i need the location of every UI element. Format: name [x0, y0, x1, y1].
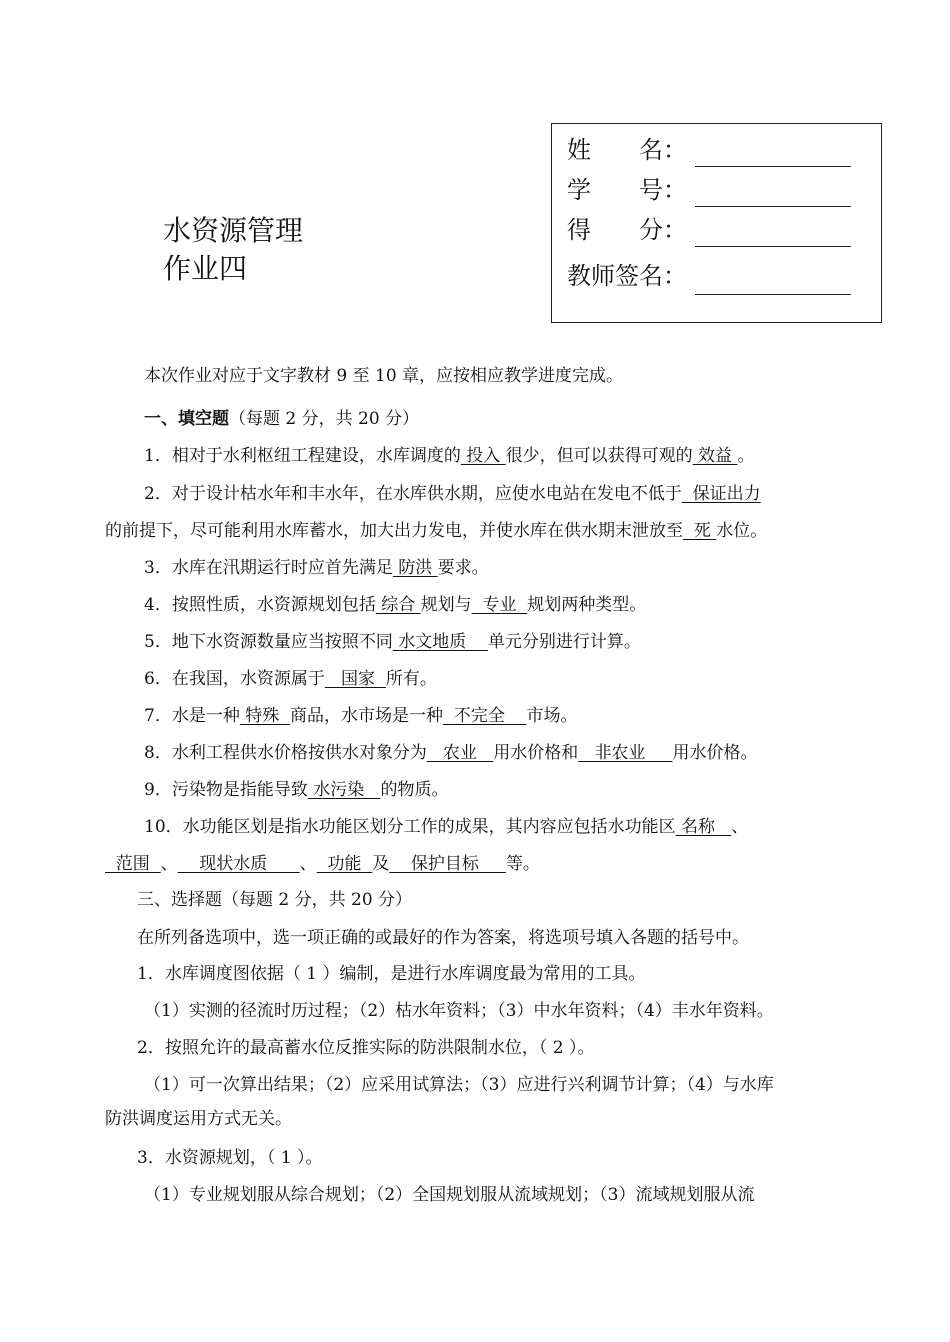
score-label: 得 分：	[567, 216, 687, 244]
q4-blank-1: 综合	[375, 595, 421, 615]
q1-blank-1: 投入	[460, 446, 506, 466]
q1-blank-2: 效益	[692, 446, 738, 466]
q5-text-c: 单元分别进行计算。	[487, 632, 641, 652]
q10-text-c: 、	[731, 817, 749, 837]
fill-question-5	[144, 629, 950, 655]
q7-blank-1: 特殊	[239, 706, 291, 726]
q2-blank-2: 死	[683, 521, 717, 541]
id-label: 学 号：	[567, 176, 687, 204]
q2-text-c: 的前提下，尽可能利用水库蓄水，加大出力发电，并使水库在供水期末泄放至	[105, 521, 683, 541]
fill-question-3	[144, 555, 950, 581]
q1-text-c: 很少，但可以获得可观的	[505, 446, 693, 466]
fill-question-9	[144, 777, 950, 803]
q3-text-a: 3．水库在汛期运行时应首先满足	[144, 558, 393, 578]
choice-question-1: 1．水库调度图依据（ 1 ）编制，是进行水库调度最为常用的工具。	[137, 964, 646, 984]
choice-question-1-options: （1）实测的径流时历过程；（2）枯水年资料；（3）中水年资料；（4）丰水年资料。	[144, 1001, 774, 1021]
fill-question-2-line-2	[105, 518, 950, 544]
q10-blank-1: 名称	[675, 817, 732, 837]
fill-question-8	[144, 740, 950, 766]
q10-blank-2: 范围	[105, 854, 161, 874]
q1-text-a: 1．相对于水利枢纽工程建设，水库调度的	[144, 446, 461, 466]
section3-instruction: 在所列备选项中，选一项正确的或最好的作为答案，将选项号填入各题的括号中。	[137, 928, 749, 948]
fill-question-6	[144, 666, 950, 692]
fill-question-10-line-1	[144, 814, 950, 840]
student-info-box	[551, 123, 882, 323]
q5-text-a: 5．地下水资源数量应当按照不同	[144, 632, 393, 652]
teacher-row	[567, 256, 687, 296]
name-field[interactable]	[695, 138, 851, 167]
q8-text-c: 用水价格和	[493, 743, 579, 763]
q9-blank-1: 水污染	[307, 780, 381, 800]
q10-blank-3: 现状水质	[177, 854, 300, 874]
q4-text-d: 规划两种类型。	[527, 595, 647, 615]
fill-question-10-line-2	[105, 851, 950, 877]
q10-blank-5: 保护目标	[389, 854, 506, 874]
teacher-label: 教师签名：	[567, 262, 687, 290]
score-field[interactable]	[695, 218, 851, 247]
q7-blank-2: 不完全	[443, 706, 527, 726]
q8-blank-2: 非农业	[578, 743, 673, 763]
section3-heading: 三、选择题（每题 2 分，共 20 分）	[137, 890, 413, 910]
fill-question-2-line-1	[144, 481, 950, 507]
fill-question-4	[144, 592, 950, 618]
section1-heading-row	[144, 406, 950, 432]
section1-heading-note: （每题 2 分，共 20 分）	[229, 409, 420, 429]
teacher-signature-field[interactable]	[695, 266, 851, 295]
q8-text-d: 用水价格。	[672, 743, 758, 763]
q6-text-c: 所有。	[385, 669, 437, 689]
name-row	[567, 130, 687, 170]
q3-text-c: 要求。	[437, 558, 489, 578]
q10-text-e: 、	[299, 854, 317, 874]
q4-text-a: 4．按照性质，水资源规划包括	[144, 595, 376, 615]
fill-question-7	[144, 703, 950, 729]
q1-text-d: 。	[737, 446, 755, 466]
q9-text-c: 的物质。	[380, 780, 449, 800]
choice-question-2-options-line-1: （1）可一次算出结果；（2）应采用试算法；（3）应进行兴利调节计算；（4）与水库	[144, 1075, 774, 1095]
q10-text-f: 及	[372, 854, 390, 874]
id-field[interactable]	[695, 178, 851, 207]
q7-text-c: 商品，水市场是一种	[290, 706, 444, 726]
q10-blank-4: 功能	[316, 854, 373, 874]
id-row	[567, 170, 687, 210]
q3-blank-1: 防洪	[392, 558, 438, 578]
q2-blank-1: 保证出力	[681, 484, 761, 504]
section1-heading: 一、填空题	[144, 409, 229, 429]
choice-question-2: 2．按照允许的最高蓄水位反推实际的防洪限制水位，（ 2 ）。	[137, 1038, 595, 1058]
name-label: 姓 名：	[567, 136, 687, 164]
q10-text-g: 等。	[505, 854, 540, 874]
choice-question-3: 3．水资源规划，（ 1 ）。	[137, 1148, 323, 1168]
q4-text-c: 规划与	[420, 595, 472, 615]
q6-text-a: 6．在我国，水资源属于	[144, 669, 325, 689]
q4-blank-2: 专业	[471, 595, 528, 615]
q8-blank-1: 农业	[426, 743, 494, 763]
q9-text-a: 9．污染物是指能导致	[144, 780, 308, 800]
choice-question-2-options-line-2: 防洪调度运用方式无关。	[105, 1109, 292, 1129]
q5-blank-1: 水文地质	[392, 632, 488, 652]
q10-text-d: 、	[160, 854, 178, 874]
q2-text-d: 水位。	[716, 521, 768, 541]
intro-text: 本次作业对应于文字教材 9 至 10 章，应按相应教学进度完成。	[144, 366, 624, 386]
q10-text-a: 10．水功能区划是指水功能区划分工作的成果，其内容应包括水功能区	[144, 817, 676, 837]
q7-text-a: 7．水是一种	[144, 706, 240, 726]
q8-text-a: 8．水利工程供水价格按供水对象分为	[144, 743, 427, 763]
q2-text-a: 2．对于设计枯水年和丰水年，在水库供水期，应使水电站在发电不低于	[144, 484, 682, 504]
q7-text-d: 市场。	[526, 706, 578, 726]
q6-blank-1: 国家	[324, 669, 386, 689]
score-row	[567, 210, 687, 250]
fill-question-1	[144, 443, 950, 469]
choice-question-3-options: （1）专业规划服从综合规划；（2）全国规划服从流域规划；（3）流域规划服从流	[144, 1185, 755, 1205]
assignment-title: 作业四	[163, 252, 248, 285]
course-title: 水资源管理	[163, 214, 304, 247]
